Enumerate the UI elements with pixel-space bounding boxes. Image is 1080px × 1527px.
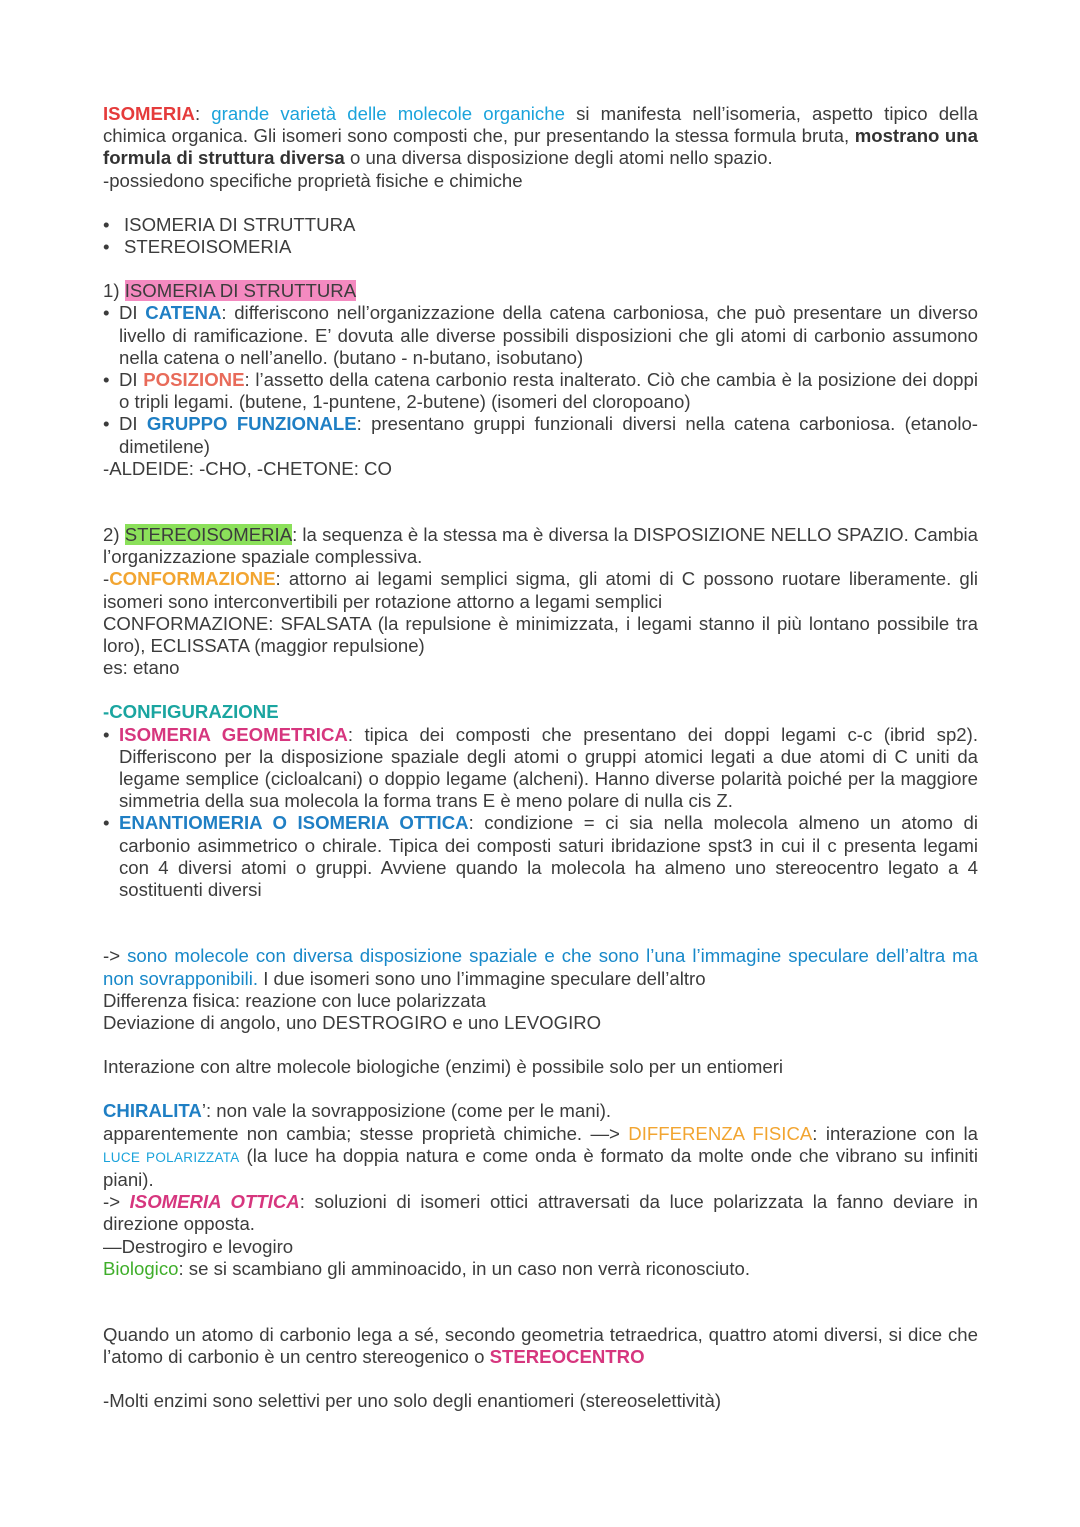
- enantiomeria-item: [103, 812, 978, 901]
- type-item-stereo: • STEREOISOMERIA: [103, 236, 978, 258]
- section1-title: ISOMERIA DI STRUTTURA: [124, 280, 357, 302]
- speculari-paragraph: [103, 945, 978, 989]
- catena-term: CATENA: [145, 302, 222, 324]
- conformazione-text: : attorno ai legami semplici sigma, gli atomi di C possono ruotare liberamente. gli isomeri sono interconvertibili per rotazione attorno a legami semplici: [103, 568, 978, 612]
- posizione-item: [103, 369, 978, 413]
- enantiomeria-term: ENANTIOMERIA O ISOMERIA OTTICA: [119, 812, 469, 834]
- gruppo-pre: DI: [119, 413, 147, 435]
- isomeria-ottica-term: ISOMERIA OTTICA: [129, 1191, 300, 1213]
- ottica-paragraph: [103, 1191, 978, 1235]
- chiralita-text3: : interazione con la: [812, 1122, 979, 1144]
- stereocentro-term: STEREOCENTRO: [489, 1346, 645, 1368]
- section2-paragraph: [103, 524, 978, 568]
- chiralita-text4: (la luce ha doppia natura e come onda è formato da molte onde che vibrano su infiniti piani).: [103, 1144, 978, 1190]
- geometrica-term: ISOMERIA GEOMETRICA: [119, 723, 348, 745]
- catena-pre: DI: [119, 302, 146, 324]
- isomeria-types-list: [103, 214, 978, 258]
- chiralita-paragraph: [103, 1123, 978, 1192]
- chiralita-text2: apparentemente non cambia; stesse proprietà chimiche. —>: [103, 1122, 629, 1144]
- colon: :: [194, 103, 201, 124]
- intro-line2: -possiedono specifiche proprietà fisiche e chimiche: [103, 169, 523, 191]
- conformazione-term: CONFORMAZIONE: [109, 568, 276, 590]
- chiralita-apostrophe: ’: [201, 1100, 206, 1122]
- section2-text1: : la sequenza è la stessa ma è diversa la DISPOSIZIONE NELLO SPAZIO. Cambia l’organizzazione spaziale complessiva.: [103, 524, 979, 568]
- section1-number: 1): [103, 280, 125, 302]
- document: [103, 103, 978, 1413]
- intro-highlight: grande varietà delle molecole organiche: [211, 103, 565, 124]
- speculari-line3: Deviazione di angolo, uno DESTROGIRO e uno LEVOGIRO: [103, 1011, 602, 1033]
- biologico-line: [103, 1258, 978, 1280]
- posizione-term: POSIZIONE: [143, 369, 245, 391]
- conformazione-paragraph: [103, 568, 978, 612]
- type-item-struttura: • ISOMERIA DI STRUTTURA: [103, 214, 978, 236]
- gruppo-item: [103, 413, 978, 457]
- gruppo-term: GRUPPO FUNZIONALE: [146, 413, 357, 435]
- biologico-term: Biologico: [103, 1257, 179, 1279]
- ottica-text: : soluzioni di isomeri ottici attraversati da luce polarizzata la fanno deviare in direzione opposta.: [103, 1191, 978, 1235]
- section2-title: STEREOISOMERIA: [124, 524, 293, 546]
- intro-bold: mostrano una formula di struttura diversa: [103, 125, 978, 169]
- chiralita-text1: : non vale la sovrapposizione (come per le mani).: [205, 1100, 612, 1122]
- intro-text1: si manifesta nell’isomeria, aspetto tipico della chimica organica. Gli isomeri sono composti che, pur presentando la stessa formula bruta,: [103, 103, 978, 147]
- speculari-highlight: sono molecole con diversa disposizione spaziale e che sono l’una l’immagine speculare dell’altra ma non sovrapponibili.: [103, 945, 979, 989]
- catena-text: : differiscono nell’organizzazione della catena carboniosa, che può presentare un diverso livello di ramificazione. E’ dovuta alle diverse possibili disposizioni che gli atomi di carbonio assumono nella catena o nell’anello. (butano - n-butano, isobutano): [119, 302, 978, 368]
- luce-polarizzata: LUCE POLARIZZATA: [103, 1149, 240, 1165]
- posizione-pre: DI: [119, 369, 144, 391]
- chiralita-line1: [103, 1100, 978, 1122]
- geometrica-text: : tipica dei composti che presentano dei doppi legami c-c (ibrid sp2). Differiscono per la disposizione spaziale degli atomi o gruppi atomici legati a due atomi di C uniti da legame semplice (cicloalcani) o doppio legame (alcheni). Hanno diverse polarità poiché per la maggiore simmetria della sua molecola la forma trans E è meno polare di nulla cis Z.: [119, 723, 978, 812]
- enzimi-line: -Molti enzimi sono selettivi per uno solo degli enantiomeri (stereoselettività): [103, 1390, 722, 1412]
- catena-item: [103, 302, 978, 369]
- interazione-line: Interazione con altre molecole biologiche (enzimi) è possibile solo per un entiomeri: [103, 1056, 784, 1078]
- geometrica-item: [103, 724, 978, 813]
- isomeria-term: ISOMERIA: [103, 103, 195, 124]
- section1-heading: [103, 280, 978, 302]
- enantiomeria-text: : condizione = ci sia nella molecola almeno un atomo di carbonio asimmetrico o chirale. Tipica dei composti saturi ibridazione spst3 in cui il c presenta legami con 4 diversi atomi o gruppi. Avviene quando la molecola ha almeno uno stereocentro legato a 4 sostituenti diversi: [119, 812, 979, 901]
- differenza-fisica: DIFFERENZA FISICA: [628, 1122, 813, 1144]
- conformazione-types: CONFORMAZIONE: SFALSATA (la repulsione è minimizzata, i legami stanno il più lontano possibile tra loro), ECLISSATA (maggior repulsione): [103, 612, 978, 657]
- section2-number: 2): [103, 524, 125, 546]
- intro-paragraph: [103, 103, 978, 170]
- gruppo-text: : presentano gruppi funzionali diversi nella catena carboniosa. (etanolo-dimetilene): [119, 413, 978, 457]
- speculari-text: I due isomeri sono uno l’immagine speculare dell’altro: [258, 967, 706, 989]
- speculari-arrow: ->: [103, 945, 128, 967]
- aldeide-line: -ALDEIDE: -CHO, -CHETONE: CO: [103, 457, 392, 479]
- intro-text2: o una diversa disposizione degli atomi nello spazio.: [344, 147, 773, 169]
- configurazione-title: -CONFIGURAZIONE: [103, 701, 279, 723]
- destrogiro-line: —Destrogiro e levogiro: [103, 1235, 294, 1257]
- stereocentro-text: Quando un atomo di carbonio lega a sé, secondo geometria tetraedrica, quattro atomi diversi, si dice che l’atomo di carbonio è un centro stereogenico o: [103, 1323, 978, 1368]
- biologico-text: : se si scambiano gli amminoacido, in un caso non verrà riconosciuto.: [178, 1257, 750, 1279]
- stereocentro-paragraph: [103, 1324, 978, 1368]
- posizione-text: : l’assetto della catena carbonio resta inalterato. Ciò che cambia è la posizione dei doppi o tripli legami. (butene, 1-puntene, 2-butene) (isomeri del cloropoano): [119, 369, 978, 413]
- example-line: es: etano: [103, 657, 180, 679]
- ottica-arrow: ->: [103, 1191, 130, 1213]
- speculari-line2: Differenza fisica: reazione con luce polarizzata: [103, 989, 487, 1011]
- conformazione-dash: -: [103, 568, 110, 590]
- chiralita-term: CHIRALITA: [103, 1100, 202, 1122]
